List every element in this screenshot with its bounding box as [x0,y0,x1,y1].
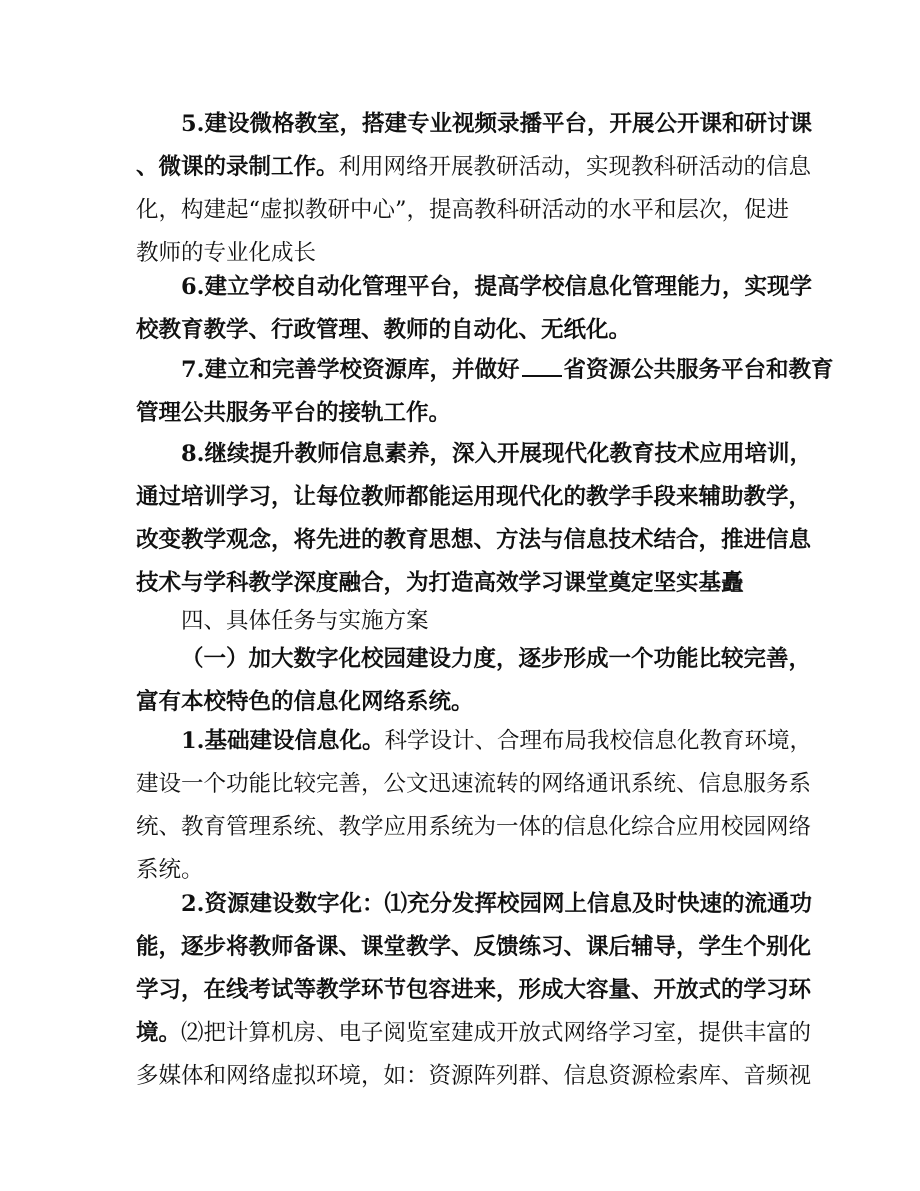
paragraph-line [136,349,834,392]
paragraph-line [136,720,813,763]
paragraph-item-7 [136,349,834,435]
paragraph-line: 化，构建起“虚拟教研中心”，提高教科研活动的水平和层次，促进 [136,197,790,223]
paragraph-item-1 [136,720,813,892]
paragraph-line: 统、教育管理系统、教学应用系统为一体的信息化综合应用校园网络 [136,814,812,840]
normal-text: 利用网络开展教研活动，实现教科研活动的信息 [338,154,812,180]
paragraph-line: 通过培训学习，让每位教师都能运用现代化的教学手段来辅助教学， [136,484,812,510]
paragraph-line: 5.建设微格教室，搭建专业视频录播平台，开展公开课和研讨课 [181,111,812,137]
paragraph-line: 能，逐步将教师备课、课堂教学、反馈练习、课后辅导，学生个别化 [136,934,812,960]
fill-in-blank [522,355,562,377]
paragraph-line: 系统。 [136,857,204,883]
paragraph-line: 管理公共服务平台的接轨工作。 [136,400,452,426]
paragraph-line: （一）加大数字化校园建设力度，逐步形成一个功能比较完善， [181,646,812,672]
normal-text: 科学设计、合理布局我校信息化教育环境， [384,728,813,754]
paragraph-item-6 [136,266,812,352]
paragraph-line: 学习，在线考试等教学环节包容进来，形成大容量、开放式的学习环 [136,977,812,1003]
paragraph-item-8 [136,433,812,605]
text-segment: 省资源公共服务平台和教育 [563,357,834,383]
bold-text: 、微课的录制工作。 [136,154,339,180]
normal-text: ⑵把计算机房、电子阅览室建成开放式网络学习室，提供丰富的 [181,1020,812,1046]
subsection-one [136,638,812,724]
paragraph-line: 6.建立学校自动化管理平台，提高学校信息化管理能力，实现学 [181,274,812,300]
paragraph-line: 富有本校特色的信息化网络系统。 [136,689,474,715]
paragraph-line: 改变教学观念，将先进的教育思想、方法与信息技术结合，推进信息 [136,527,812,553]
paragraph-line [136,146,812,189]
paragraph-item-2 [136,883,812,1098]
bold-text: 1.基础建设信息化。 [181,728,385,754]
heading-text: 四、具体任务与实施方案 [181,608,429,634]
paragraph-item-5 [136,103,812,275]
paragraph-line: 建设一个功能比较完善，公文迅速流转的网络通讯系统、信息服务系 [136,771,812,797]
paragraph-line [136,1012,812,1055]
paragraph-line: 8.继续提升教师信息素养，深入开展现代化教育技术应用培训， [181,441,812,467]
bold-text: 境。 [136,1020,182,1046]
paragraph-line: 校教育教学、行政管理、教师的自动化、无纸化。 [136,317,632,343]
section-heading [136,600,786,643]
paragraph-line: 教师的专业化成长 [136,240,317,266]
paragraph-line: 技术与学科教学深度融合，为打造高效学习课堂奠定坚实基矗 [136,570,744,596]
paragraph-line: 2.资源建设数字化：⑴充分发挥校园网上信息及时快速的流通功 [181,891,812,917]
paragraph-line: 多媒体和网络虚拟环境，如：资源阵列群、信息资源检索库、音频视 [136,1063,812,1089]
text-segment: 7.建立和完善学校资源库，并做好 [181,357,520,383]
